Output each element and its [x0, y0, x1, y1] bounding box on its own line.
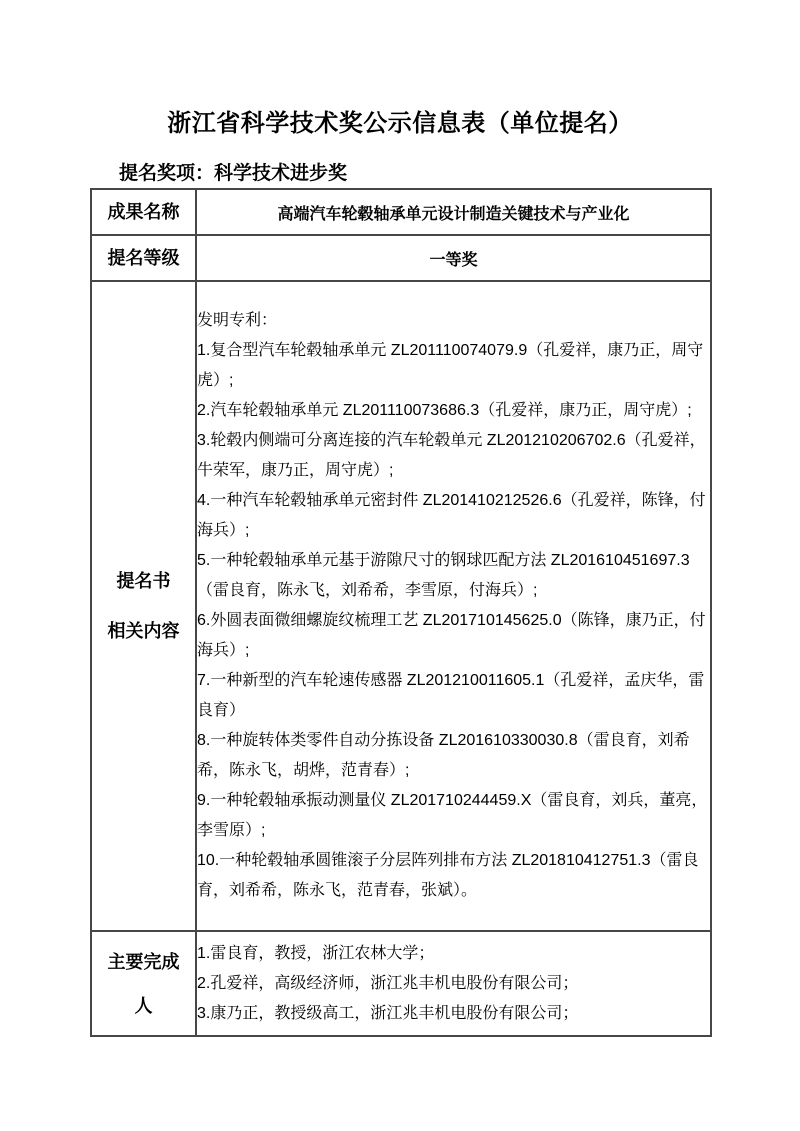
patent-item-10: 10.一种轮毂轴承圆锥滚子分层阵列排布方法 ZL201810412751.3（雷良育，刘希希，陈永飞，范青春，张斌）。: [197, 852, 699, 899]
result-name-value: 高端汽车轮毂轴承单元设计制造关键技术与产业化: [196, 189, 711, 235]
table-row-result-name: [91, 189, 711, 235]
patents-heading: 发明专利：: [197, 312, 278, 329]
award-info-table: [90, 188, 712, 1037]
main-completers-label-line1: 主要完成: [107, 951, 180, 972]
table-row-main-completers: [91, 931, 711, 1036]
table-row-related-content: [91, 281, 711, 931]
patent-item-9: 9.一种轮毂轴承振动测量仪 ZL201710244459.X（雷良育，刘兵，董亮，李雪原）;: [197, 792, 708, 839]
patent-item-2: 2.汽车轮毂轴承单元 ZL201110073686.3（孔爱祥，康乃正，周守虎）;: [197, 402, 692, 419]
related-content-label: [91, 281, 196, 931]
patent-item-1: 1.复合型汽车轮毂轴承单元 ZL201110074079.9（孔爱祥，康乃正，周守虎）;: [197, 342, 704, 389]
patent-item-8: 8.一种旋转体类零件自动分拣设备 ZL201610330030.8（雷良育，刘希希，陈永飞，胡烨，范青春）;: [197, 732, 690, 779]
nomination-grade-label: 提名等级: [91, 235, 196, 281]
nomination-grade-value: 一等奖: [196, 235, 711, 281]
nomination-award-line: 提名奖项：科学技术进步奖: [119, 163, 348, 184]
completer-item-3: 3.康乃正，教授级高工，浙江兆丰机电股份有限公司；: [197, 1004, 579, 1022]
patent-item-4: 4.一种汽车轮毂轴承单元密封件 ZL201410212526.6（孔爱祥，陈锋，付海兵）;: [197, 492, 706, 539]
main-completers-label-line2: 人: [134, 995, 153, 1016]
related-content-label-line2: 相关内容: [107, 621, 180, 641]
related-content-label-line1: 提名书: [116, 571, 171, 591]
completer-item-2: 2.孔爱祥，高级经济师，浙江兆丰机电股份有限公司；: [197, 974, 579, 992]
completer-item-1: 1.雷良育，教授，浙江农林大学；: [197, 944, 435, 962]
main-completers-value: [196, 931, 711, 1036]
table-row-nomination-grade: [91, 235, 711, 281]
main-completers-label: [91, 931, 196, 1036]
patent-item-3: 3.轮毂内侧端可分离连接的汽车轮毂单元 ZL201210206702.6（孔爱祥，牛荣军，康乃正，周守虎）;: [197, 432, 706, 479]
related-content-value: [196, 281, 711, 931]
patent-item-5: 5.一种轮毂轴承单元基于游隙尺寸的钢球匹配方法 ZL201610451697.3（雷良育，陈永飞，刘希希，李雪原，付海兵）;: [197, 552, 690, 599]
patent-item-7: 7.一种新型的汽车轮速传感器 ZL201210011605.1（孔爱祥，孟庆华，雷良育）: [197, 672, 705, 719]
result-name-label: 成果名称: [91, 189, 196, 235]
patent-item-6: 6.外圆表面微细螺旋纹梳理工艺 ZL201710145625.0（陈锋，康乃正，付海兵）;: [197, 612, 706, 659]
page-title: 浙江省科学技术奖公示信息表（单位提名）: [167, 110, 633, 137]
